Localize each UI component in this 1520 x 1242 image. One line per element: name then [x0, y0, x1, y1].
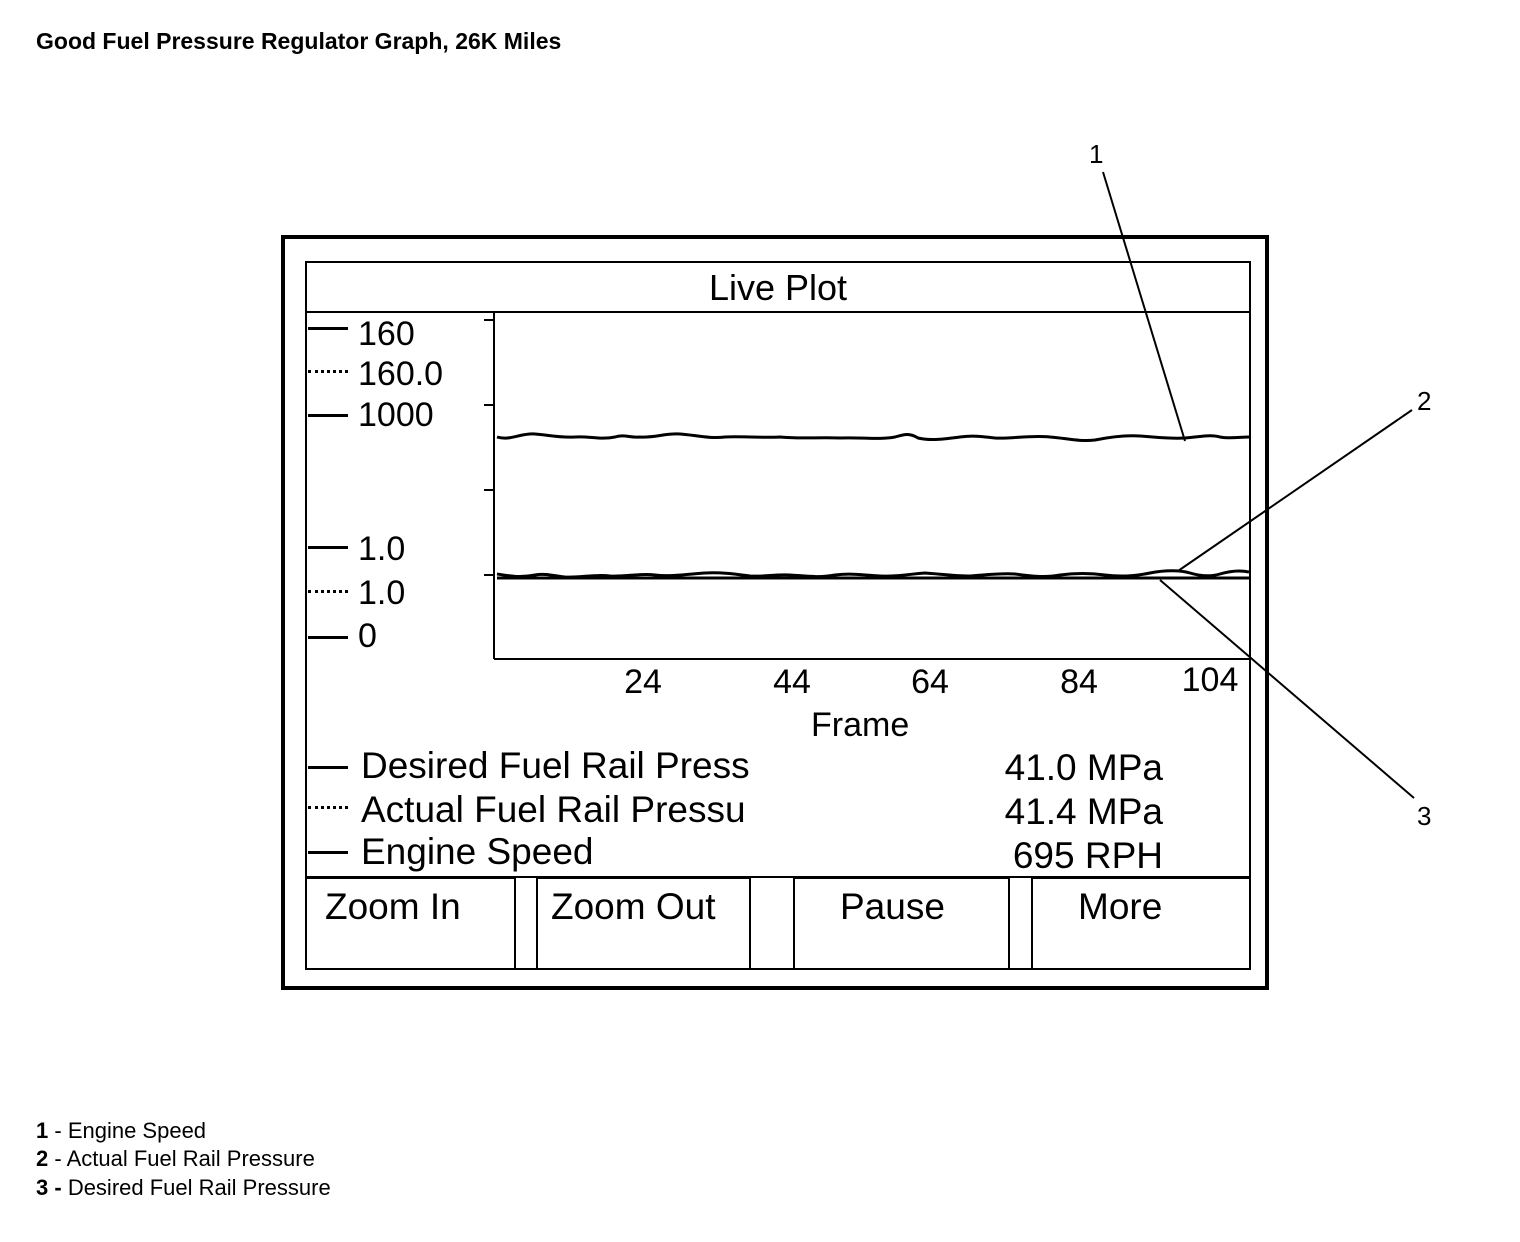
- callout-2-leader: [1178, 410, 1412, 571]
- key-item-1: [36, 1120, 206, 1142]
- x-tick-label: 84: [1060, 663, 1098, 701]
- zoom-in-button[interactable]: [305, 877, 516, 970]
- x-tick-label: 64: [911, 663, 949, 701]
- x-tick-label: 24: [624, 663, 662, 701]
- actual-fuel-pressure-trace: [497, 571, 1249, 577]
- legend-desired-value: 41.0 MPa: [1004, 747, 1163, 788]
- screen-title: Live Plot: [307, 263, 1249, 313]
- key-text: Engine Speed: [67, 1118, 207, 1143]
- legend-desired-fuel-rail-pressure: Desired Fuel Rail Press: [361, 745, 750, 786]
- key-number: 1: [36, 1118, 49, 1143]
- scale-engine-speed-min: 1.0: [358, 530, 406, 568]
- engine-speed-trace: [497, 434, 1249, 441]
- legend-actual-fuel-rail-pressure: Actual Fuel Rail Pressu: [361, 789, 746, 830]
- legend-engine-speed: Engine Speed: [361, 831, 594, 872]
- figure-title: Good Fuel Pressure Regulator Graph, 26K Miles: [36, 28, 562, 54]
- key-separator: -: [48, 1118, 68, 1143]
- key-item-2: [36, 1148, 315, 1170]
- more-button-label: More: [1078, 886, 1163, 927]
- key-item-3: [36, 1177, 331, 1199]
- callout-1-leader: [1103, 172, 1185, 441]
- x-axis-label: Frame: [811, 706, 910, 744]
- key-number: 3 -: [36, 1175, 62, 1200]
- zoom-in-button-label: Zoom In: [325, 886, 461, 927]
- legend-swatch-solid: [308, 766, 348, 769]
- legend-engine-speed-value: 695 RPH: [1012, 835, 1163, 876]
- callout-1: 1: [1089, 139, 1104, 169]
- pause-button-label: Pause: [840, 886, 945, 927]
- callout-3: 3: [1417, 801, 1432, 831]
- pause-button[interactable]: [793, 877, 1010, 970]
- scale-desired-pressure-max: 1000: [358, 396, 434, 434]
- legend-actual-value: 41.4 MPa: [1004, 791, 1163, 832]
- scale-desired-pressure-min: 0: [358, 617, 377, 655]
- x-tick-label: 44: [773, 663, 811, 701]
- scale-engine-speed-max: 160: [358, 315, 415, 353]
- callout-2: 2: [1417, 386, 1432, 416]
- key-number: 2: [36, 1146, 49, 1171]
- key-text: Desired Fuel Rail Pressure: [67, 1175, 331, 1200]
- more-button[interactable]: [1031, 877, 1251, 970]
- key-text: Actual Fuel Rail Pressure: [66, 1146, 315, 1171]
- x-tick-label: 104: [1181, 661, 1239, 699]
- scale-actual-pressure-max: 160.0: [358, 355, 444, 393]
- zoom-out-button-label: Zoom Out: [551, 886, 716, 927]
- legend-swatch-solid: [308, 851, 348, 854]
- key-separator: -: [48, 1146, 67, 1171]
- scale-actual-pressure-min: 1.0: [358, 574, 406, 612]
- zoom-out-button[interactable]: [536, 877, 751, 970]
- legend-swatch-dotted: [308, 806, 348, 809]
